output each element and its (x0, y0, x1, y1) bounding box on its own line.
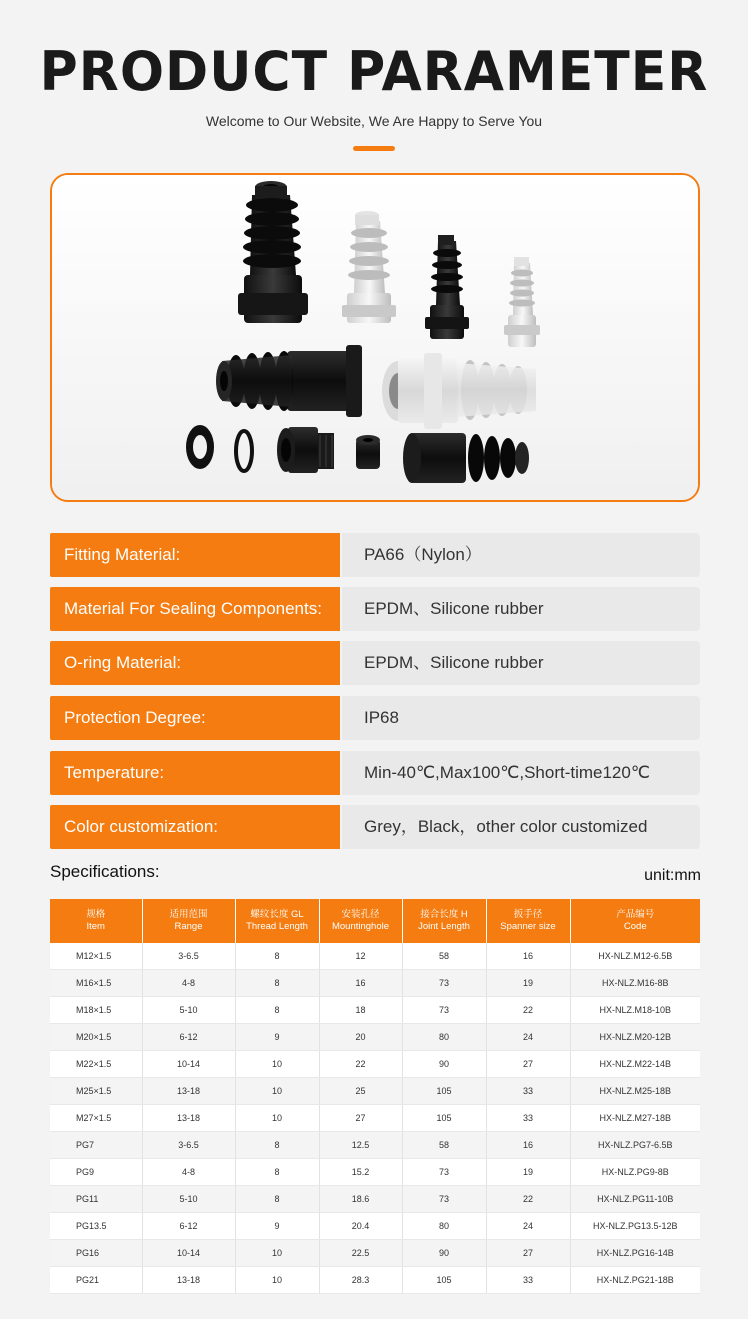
table-cell: M16×1.5 (50, 970, 142, 997)
table-cell: 27 (486, 1051, 570, 1078)
table-cell: HX-NLZ.M27-18B (570, 1105, 700, 1132)
param-label: Material For Sealing Components: (50, 587, 340, 631)
table-row (50, 1267, 700, 1294)
table-cell: 15.2 (319, 1159, 402, 1186)
table-cell: HX-NLZ.PG13.5-12B (570, 1213, 700, 1240)
table-cell: 27 (319, 1105, 402, 1132)
table-cell: 22 (486, 997, 570, 1024)
table-cell: 16 (486, 943, 570, 970)
table-cell: 5-10 (142, 1186, 235, 1213)
table-cell: HX-NLZ.M25-18B (570, 1078, 700, 1105)
table-cell: 10-14 (142, 1240, 235, 1267)
table-cell: 33 (486, 1267, 570, 1294)
table-cell: 33 (486, 1078, 570, 1105)
table-row (50, 1159, 700, 1186)
table-cell: 28.3 (319, 1267, 402, 1294)
table-cell: 80 (402, 1024, 486, 1051)
table-cell: 18.6 (319, 1186, 402, 1213)
table-cell: 105 (402, 1105, 486, 1132)
table-cell: 24 (486, 1213, 570, 1240)
table-body (50, 943, 700, 1294)
table-cell: 90 (402, 1240, 486, 1267)
table-cell: 12.5 (319, 1132, 402, 1159)
table-cell: 19 (486, 970, 570, 997)
table-cell: 73 (402, 1186, 486, 1213)
param-row-oring-material (50, 641, 700, 685)
table-row (50, 997, 700, 1024)
param-row-protection-degree (50, 696, 700, 740)
table-cell: M27×1.5 (50, 1105, 142, 1132)
page-title: PRODUCT PARAMETER (39, 40, 709, 104)
table-cell: 8 (235, 970, 319, 997)
table-cell: M12×1.5 (50, 943, 142, 970)
table-cell: 10 (235, 1105, 319, 1132)
param-row-temperature (50, 751, 700, 795)
table-cell: PG11 (50, 1186, 142, 1213)
table-cell: HX-NLZ.PG9-8B (570, 1159, 700, 1186)
table-row (50, 1240, 700, 1267)
column-header-joint-length: 接合长度 H Joint Length (402, 899, 486, 943)
param-row-color-customization (50, 805, 700, 849)
table-cell: 3-6.5 (142, 943, 235, 970)
table-cell: 12 (319, 943, 402, 970)
param-value: Grey，Black，other color customized (342, 805, 700, 849)
table-cell: 33 (486, 1105, 570, 1132)
unit-label: unit:mm (644, 867, 701, 884)
table-cell: 105 (402, 1267, 486, 1294)
param-value: Min-40℃,Max100℃,Short-time120℃ (342, 751, 700, 795)
table-cell: HX-NLZ.PG7-6.5B (570, 1132, 700, 1159)
table-cell: PG9 (50, 1159, 142, 1186)
table-row (50, 1132, 700, 1159)
table-cell: 22 (319, 1051, 402, 1078)
table-row (50, 1186, 700, 1213)
table-cell: 73 (402, 970, 486, 997)
table-cell: 5-10 (142, 997, 235, 1024)
param-value: EPDM、Silicone rubber (342, 641, 700, 685)
param-value: EPDM、Silicone rubber (342, 587, 700, 631)
table-cell: 16 (319, 970, 402, 997)
table-cell: 58 (402, 943, 486, 970)
table-cell: 4-8 (142, 1159, 235, 1186)
table-cell: 6-12 (142, 1024, 235, 1051)
column-header-mountinghole: 安装孔径 Mountinghole (319, 899, 402, 943)
table-cell: HX-NLZ.PG11-10B (570, 1186, 700, 1213)
table-cell: HX-NLZ.M12-6.5B (570, 943, 700, 970)
table-cell: 16 (486, 1132, 570, 1159)
table-cell: HX-NLZ.PG21-18B (570, 1267, 700, 1294)
table-row (50, 1078, 700, 1105)
table-cell: 8 (235, 997, 319, 1024)
table-cell: 19 (486, 1159, 570, 1186)
table-cell: HX-NLZ.M20-12B (570, 1024, 700, 1051)
table-cell: 22.5 (319, 1240, 402, 1267)
table-cell: 8 (235, 943, 319, 970)
table-cell: 8 (235, 1159, 319, 1186)
table-row (50, 970, 700, 997)
title-accent-bar (353, 146, 395, 151)
table-cell: 27 (486, 1240, 570, 1267)
table-cell: 20.4 (319, 1213, 402, 1240)
table-row (50, 1024, 700, 1051)
table-cell: 73 (402, 997, 486, 1024)
table-cell: PG13.5 (50, 1213, 142, 1240)
param-row-fitting-material (50, 533, 700, 577)
table-cell: PG21 (50, 1267, 142, 1294)
table-cell: 13-18 (142, 1078, 235, 1105)
table-cell: 6-12 (142, 1213, 235, 1240)
param-value: PA66（Nylon） (342, 533, 700, 577)
param-label: Color customization: (50, 805, 340, 849)
table-cell: HX-NLZ.M16-8B (570, 970, 700, 997)
table-cell: 3-6.5 (142, 1132, 235, 1159)
product-photo (50, 173, 700, 502)
table-cell: 25 (319, 1078, 402, 1105)
table-cell: HX-NLZ.M22-14B (570, 1051, 700, 1078)
column-header-code: 产品编号 Code (570, 899, 700, 943)
table-cell: 20 (319, 1024, 402, 1051)
column-header-thread-length: 螺纹长度 GL Thread Length (235, 899, 319, 943)
table-row (50, 1213, 700, 1240)
specifications-title: Specifications: (50, 862, 160, 881)
table-cell: 18 (319, 997, 402, 1024)
cable-gland-illustration (52, 175, 698, 500)
table-cell: PG7 (50, 1132, 142, 1159)
table-cell: 10 (235, 1267, 319, 1294)
table-cell: 10 (235, 1078, 319, 1105)
table-cell: M18×1.5 (50, 997, 142, 1024)
table-cell: 105 (402, 1078, 486, 1105)
column-header-spanner-size: 扳手径 Spanner size (486, 899, 570, 943)
param-row-sealing-material (50, 587, 700, 631)
table-cell: M25×1.5 (50, 1078, 142, 1105)
table-cell: 13-18 (142, 1105, 235, 1132)
table-cell: M22×1.5 (50, 1051, 142, 1078)
table-cell: M20×1.5 (50, 1024, 142, 1051)
table-cell: 58 (402, 1132, 486, 1159)
table-cell: 90 (402, 1051, 486, 1078)
table-cell: PG16 (50, 1240, 142, 1267)
table-cell: 9 (235, 1024, 319, 1051)
param-label: Protection Degree: (50, 696, 340, 740)
table-cell: HX-NLZ.M18-10B (570, 997, 700, 1024)
table-cell: 8 (235, 1132, 319, 1159)
table-cell: 24 (486, 1024, 570, 1051)
table-row (50, 943, 700, 970)
table-cell: 73 (402, 1159, 486, 1186)
column-header-range: 适用范围 Range (142, 899, 235, 943)
param-value: IP68 (342, 696, 700, 740)
column-header-item: 规格 Item (50, 899, 142, 943)
table-header-row (50, 899, 700, 943)
table-cell: 13-18 (142, 1267, 235, 1294)
table-cell: 80 (402, 1213, 486, 1240)
page-subtitle: Welcome to Our Website, We Are Happy to Serve You (205, 113, 543, 129)
table-cell: 10-14 (142, 1051, 235, 1078)
table-cell: 8 (235, 1186, 319, 1213)
table-cell: 10 (235, 1051, 319, 1078)
param-label: O-ring Material: (50, 641, 340, 685)
table-cell: 9 (235, 1213, 319, 1240)
table-row (50, 1105, 700, 1132)
table-row (50, 1051, 700, 1078)
table-cell: HX-NLZ.PG16-14B (570, 1240, 700, 1267)
table-cell: 10 (235, 1240, 319, 1267)
specifications-table (50, 899, 700, 1294)
param-label: Temperature: (50, 751, 340, 795)
table-cell: 4-8 (142, 970, 235, 997)
param-label: Fitting Material: (50, 533, 340, 577)
table-cell: 22 (486, 1186, 570, 1213)
